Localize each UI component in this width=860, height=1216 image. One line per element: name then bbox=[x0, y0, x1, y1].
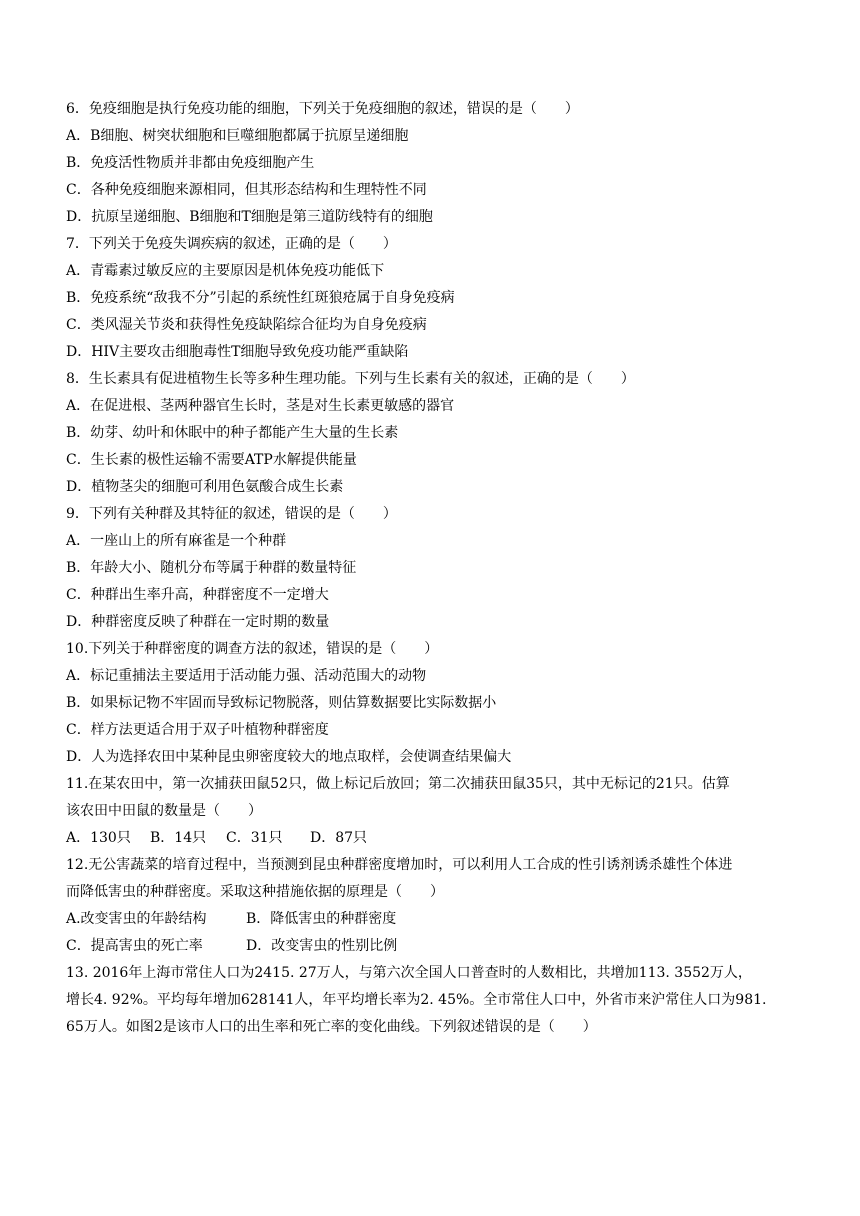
option-a: A．标记重捕法主要适用于活动能力强、活动范围大的动物 bbox=[66, 668, 427, 684]
question-stem-line-3: 65万人。如图2是该市人口的出生率和死亡率的变化曲线。下列叙述错误的是（ ） bbox=[66, 1019, 597, 1035]
option-d: D．植物茎尖的细胞可利用色氨酸合成生长素 bbox=[66, 479, 344, 495]
exam-page bbox=[66, 96, 806, 1041]
question-11 bbox=[66, 771, 806, 852]
question-stem-line-1: 13. 2016年上海市常住人口为2415. 27万人，与第六次全国人口普查时的人数相比，共增加113. 3552万人， bbox=[66, 965, 752, 981]
options-row bbox=[66, 825, 806, 852]
question-stem: 6．免疫细胞是执行免疫功能的细胞，下列关于免疫细胞的叙述，错误的是（ ） bbox=[66, 101, 579, 117]
option-d: D．抗原呈递细胞、B细胞和T细胞是第三道防线特有的细胞 bbox=[66, 209, 433, 225]
question-stem: 7．下列关于免疫失调疾病的叙述，正确的是（ ） bbox=[66, 236, 397, 252]
question-9 bbox=[66, 501, 806, 636]
option-b: B．14只 bbox=[150, 830, 207, 846]
option-b: B．免疫系统“敌我不分”引起的系统性红斑狼疮属于自身免疫病 bbox=[66, 290, 455, 306]
question-12 bbox=[66, 852, 806, 960]
option-a: A．青霉素过敏反应的主要原因是机体免疫功能低下 bbox=[66, 263, 385, 279]
option-c: C．生长素的极性运输不需要ATP水解提供能量 bbox=[66, 452, 357, 468]
question-stem-line-1: 11.在某农田中，第一次捕获田鼠52只，做上标记后放回；第二次捕获田鼠35只，其中无标记的21只。估算 bbox=[66, 776, 730, 792]
option-d: D．人为选择农田中某种昆虫卵密度较大的地点取样，会使调查结果偏大 bbox=[66, 749, 512, 765]
question-10 bbox=[66, 636, 806, 771]
option-b: B．如果标记物不牢固而导致标记物脱落，则估算数据要比实际数据小 bbox=[66, 695, 497, 711]
question-stem-line-2: 该农田中田鼠的数量是（ ） bbox=[66, 803, 262, 819]
options-row-2 bbox=[66, 933, 806, 960]
options-row-1 bbox=[66, 906, 806, 933]
option-b: B．降低害虫的种群密度 bbox=[246, 911, 397, 927]
option-c: C．提高害虫的死亡率 bbox=[66, 938, 203, 954]
option-c: C．种群出生率升高，种群密度不一定增大 bbox=[66, 587, 329, 603]
question-stem-line-1: 12.无公害蔬菜的培育过程中，当预测到昆虫种群密度增加时，可以利用人工合成的性引诱剂诱杀雄性个体进 bbox=[66, 857, 733, 873]
option-c: C．31只 bbox=[226, 830, 283, 846]
option-b: B．幼芽、幼叶和休眠中的种子都能产生大量的生长素 bbox=[66, 425, 399, 441]
option-c: C．各种免疫细胞来源相同，但其形态结构和生理特性不同 bbox=[66, 182, 427, 198]
question-stem-line-2: 增长4. 92%。平均每年增加628141人，年平均增长率为2. 45%。全市常住人口中，外省市来沪常住人口为981. bbox=[66, 992, 767, 1008]
question-stem-line-2: 而降低害虫的种群密度。采取这种措施依据的原理是（ ） bbox=[66, 884, 444, 900]
question-13 bbox=[66, 960, 806, 1041]
option-c: C．样方法更适合用于双子叶植物种群密度 bbox=[66, 722, 329, 738]
option-a: A.改变害虫的年龄结构 bbox=[66, 911, 207, 927]
question-6 bbox=[66, 96, 806, 231]
option-d: D．改变害虫的性别比例 bbox=[246, 938, 398, 954]
option-a: A．B细胞、树突状细胞和巨噬细胞都属于抗原呈递细胞 bbox=[66, 128, 409, 144]
option-d: D．HIV主要攻击细胞毒性T细胞导致免疫功能严重缺陷 bbox=[66, 344, 409, 360]
question-7 bbox=[66, 231, 806, 366]
question-stem: 10.下列关于种群密度的调查方法的叙述，错误的是（ ） bbox=[66, 641, 439, 657]
question-stem: 8．生长素具有促进植物生长等多种生理功能。下列与生长素有关的叙述，正确的是（ ） bbox=[66, 371, 635, 387]
option-a: A．在促进根、茎两种器官生长时，茎是对生长素更敏感的器官 bbox=[66, 398, 455, 414]
option-c: C．类风湿关节炎和获得性免疫缺陷综合征均为自身免疫病 bbox=[66, 317, 427, 333]
option-b: B．免疫活性物质并非都由免疫细胞产生 bbox=[66, 155, 315, 171]
question-8 bbox=[66, 366, 806, 501]
option-d: D．87只 bbox=[310, 830, 368, 846]
option-b: B．年龄大小、随机分布等属于种群的数量特征 bbox=[66, 560, 357, 576]
option-a: A．130只 bbox=[66, 830, 131, 846]
question-stem: 9．下列有关种群及其特征的叙述，错误的是（ ） bbox=[66, 506, 397, 522]
option-d: D．种群密度反映了种群在一定时期的数量 bbox=[66, 614, 330, 630]
option-a: A．一座山上的所有麻雀是一个种群 bbox=[66, 533, 287, 549]
